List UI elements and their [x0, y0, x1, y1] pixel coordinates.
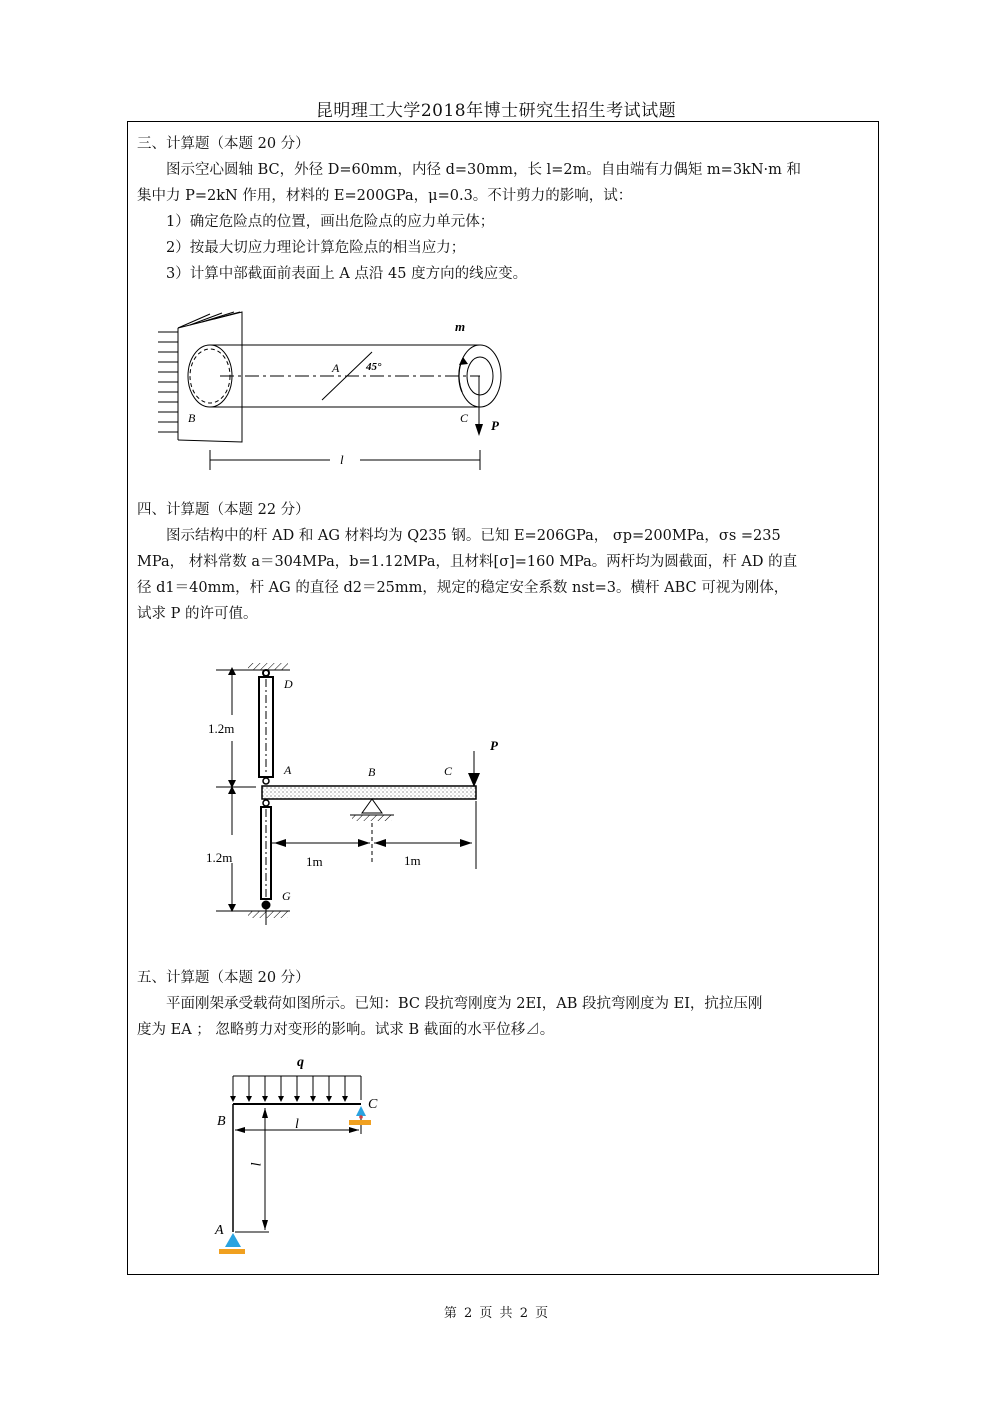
q3-intro-line2: 集中力 P=2kN 作用，材料的 E=200GPa，μ=0.3。不计剪力的影响，试： — [137, 188, 633, 204]
q4-fig-label-A: A — [284, 763, 292, 777]
q5-fig-label-C: C — [368, 1097, 378, 1112]
q4-structure-figure — [190, 655, 510, 930]
q5-line2: 度为 EA ； 忽略剪力对变形的影响。试求 B 截面的水平位移⊿。 — [137, 1022, 555, 1038]
q3-fig-label-A: A — [332, 361, 340, 375]
q3-shaft-figure — [150, 310, 520, 480]
q3-item-2: 2）按最大切应力理论计算危险点的相当应力； — [166, 240, 466, 256]
q4-line2: MPa， 材料常数 a＝304MPa，b=1.12MPa，且材料[σ]=160 MPa。两杆均为圆截面，杆 AD 的直 — [137, 554, 798, 570]
q4-fig-seg1: 1m — [306, 854, 323, 869]
q5-title: 五、计算题（本题 20 分） — [137, 970, 310, 986]
q3-item-1: 1）确定危险点的位置，画出危险点的应力单元体； — [166, 214, 495, 230]
q4-fig-seg2: 1m — [404, 853, 421, 868]
q4-fig-label-B: B — [368, 765, 376, 779]
page-title: 昆明理工大学2018年博士研究生招生考试试题 — [315, 101, 677, 121]
q5-line1: 平面刚架承受载荷如图所示。已知：BC 段抗弯刚度为 2EI，AB 段抗弯刚度为 EI，抗拉压刚 — [166, 996, 763, 1012]
q4-fig-label-G: G — [282, 889, 291, 903]
q4-fig-label-C: C — [444, 764, 453, 778]
q5-fig-label-A: A — [215, 1223, 224, 1238]
q3-fig-label-P: P — [491, 418, 499, 433]
q4-fig-len-bottom: 1.2m — [206, 850, 233, 865]
q5-fig-label-l-horizontal: l — [295, 1117, 299, 1132]
q5-frame-figure — [205, 1050, 405, 1260]
q3-fig-label-angle: 45° — [366, 361, 382, 373]
q5-fig-label-l-vertical: l — [247, 1162, 262, 1166]
q4-line4: 试求 P 的许可值。 — [137, 606, 258, 622]
q3-item-3: 3）计算中部截面前表面上 A 点沿 45 度方向的线应变。 — [166, 266, 528, 282]
q3-intro-line1: 图示空心圆轴 BC，外径 D=60mm，内径 d=30mm，长 l=2m。自由端有力偶矩 m=3kN·m 和 — [166, 162, 801, 178]
page-footer: 第 2 页 共 2 页 — [443, 1306, 549, 1321]
q5-fig-label-q: q — [297, 1055, 304, 1070]
q4-line3: 径 d1＝40mm，杆 AG 的直径 d2＝25mm，规定的稳定安全系数 nst=3。横杆 ABC 可视为刚体， — [137, 580, 789, 596]
q4-fig-label-P: P — [490, 738, 498, 753]
q4-fig-label-D: D — [284, 677, 293, 691]
q4-line1: 图示结构中的杆 AD 和 AG 材料均为 Q235 钢。已知 E=206GPa， σp=200MPa，σs =235 — [166, 528, 781, 544]
q3-fig-label-C: C — [460, 411, 469, 425]
q3-fig-label-m: m — [455, 319, 466, 334]
q4-fig-len-top: 1.2m — [208, 721, 235, 736]
q3-fig-label-l: l — [340, 452, 344, 467]
q5-fig-label-B: B — [217, 1114, 226, 1129]
q3-fig-label-B: B — [188, 411, 196, 425]
q3-title: 三、计算题（本题 20 分） — [137, 136, 310, 152]
q4-title: 四、计算题（本题 22 分） — [137, 502, 310, 518]
